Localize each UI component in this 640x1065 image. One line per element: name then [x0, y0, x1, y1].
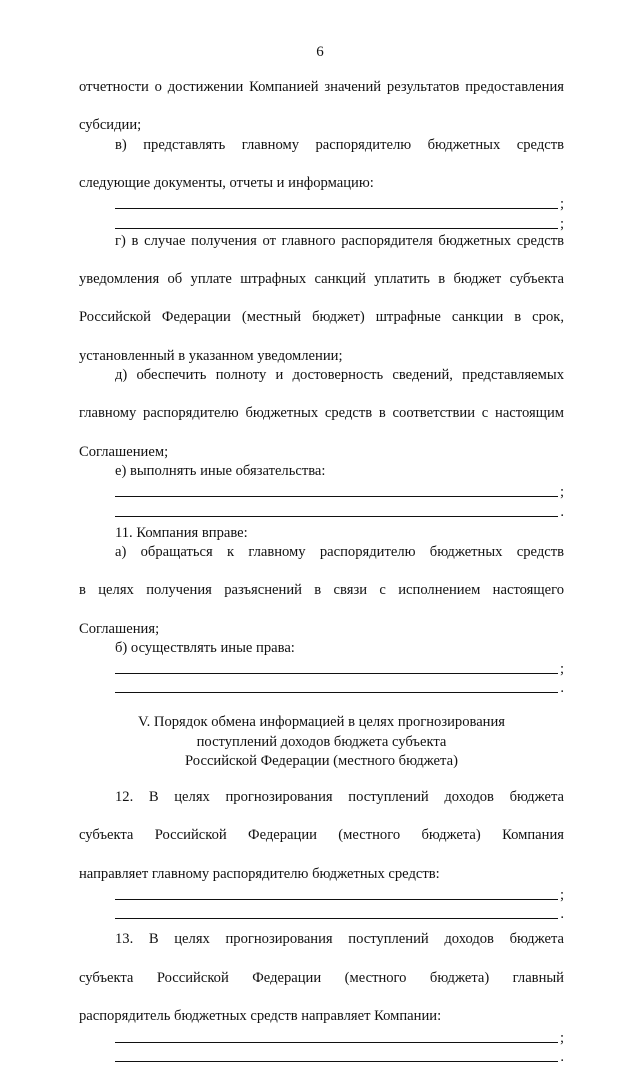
text-line: д) обеспечить полноту и достоверность сведений, представляемых: [115, 367, 564, 384]
text-line: главному распорядителю бюджетных средств в соответствии с настоящим: [79, 405, 564, 422]
text-line: е) выполнять иные обязательства:: [115, 463, 326, 480]
fill-end-mark: ;: [559, 196, 564, 213]
blank-fill-line: [115, 1046, 564, 1065]
fill-end-mark: ;: [559, 1029, 564, 1046]
text-line: следующие документы, отчеты и информацию:: [79, 175, 374, 192]
section-heading-line: поступлений доходов бюджета субъекта: [196, 733, 447, 750]
text-line: в) представлять главному распорядителю бюджетных средств: [115, 136, 564, 153]
blank-fill-line: [115, 677, 564, 696]
blank-fill-line: [115, 884, 564, 903]
fill-end-mark: ;: [559, 887, 564, 904]
text-line: отчетности о достижении Компанией значений результатов предоставления: [79, 79, 564, 95]
text-line: Российской Федерации (местный бюджет) штрафные санкции в срок,: [79, 309, 564, 326]
page-number: 6: [316, 44, 324, 60]
fill-end-mark: .: [560, 1048, 564, 1065]
text-line: установленный в указанном уведомлении;: [79, 347, 343, 364]
fill-end-mark: .: [560, 680, 564, 697]
blank-fill-line: [115, 658, 564, 677]
text-line: а) обращаться к главному распорядителю бюджетных средств: [115, 543, 564, 560]
text-line: субъекта Российской Федерации (местного бюджета) главный: [79, 969, 564, 986]
section-heading-line: Российской Федерации (местного бюджета): [185, 752, 458, 769]
text-line: уведомления об уплате штрафных санкций уплатить в бюджет субъекта: [79, 271, 564, 287]
text-line: распорядитель бюджетных средств направляет Компании:: [79, 1008, 442, 1025]
text-line: Соглашением;: [79, 443, 169, 460]
blank-fill-line: [115, 193, 564, 212]
document-body: [79, 78, 564, 1065]
text-line: 11. Компания вправе:: [115, 524, 248, 541]
text-line: направляет главному распорядителю бюджетных средств:: [79, 865, 440, 882]
fill-end-mark: ;: [559, 215, 564, 232]
fill-end-mark: .: [560, 906, 564, 923]
text-line: б) осуществлять иные права:: [115, 639, 295, 656]
text-line: 13. В целях прогнозирования поступлений доходов бюджета: [115, 931, 564, 948]
blank-fill-line: [115, 481, 564, 500]
text-line: субъекта Российской Федерации (местного бюджета) Компания: [79, 827, 564, 844]
text-line: 12. В целях прогнозирования поступлений доходов бюджета: [115, 789, 564, 806]
text-line: в целях получения разъяснений в связи с исполнением настоящего: [79, 582, 564, 599]
text-line: г) в случае получения от главного распорядителя бюджетных средств: [115, 232, 564, 249]
fill-end-mark: ;: [559, 661, 564, 678]
blank-fill-line: [115, 903, 564, 922]
fill-end-mark: .: [560, 503, 564, 520]
blank-fill-line: [115, 1026, 564, 1045]
blank-fill-line: [115, 212, 564, 231]
text-line: субсидии;: [79, 117, 142, 134]
blank-fill-line: [115, 500, 564, 519]
text-line: Соглашения;: [79, 620, 160, 637]
fill-end-mark: ;: [559, 484, 564, 501]
section-heading-line: V. Порядок обмена информацией в целях прогнозирования: [137, 714, 506, 731]
